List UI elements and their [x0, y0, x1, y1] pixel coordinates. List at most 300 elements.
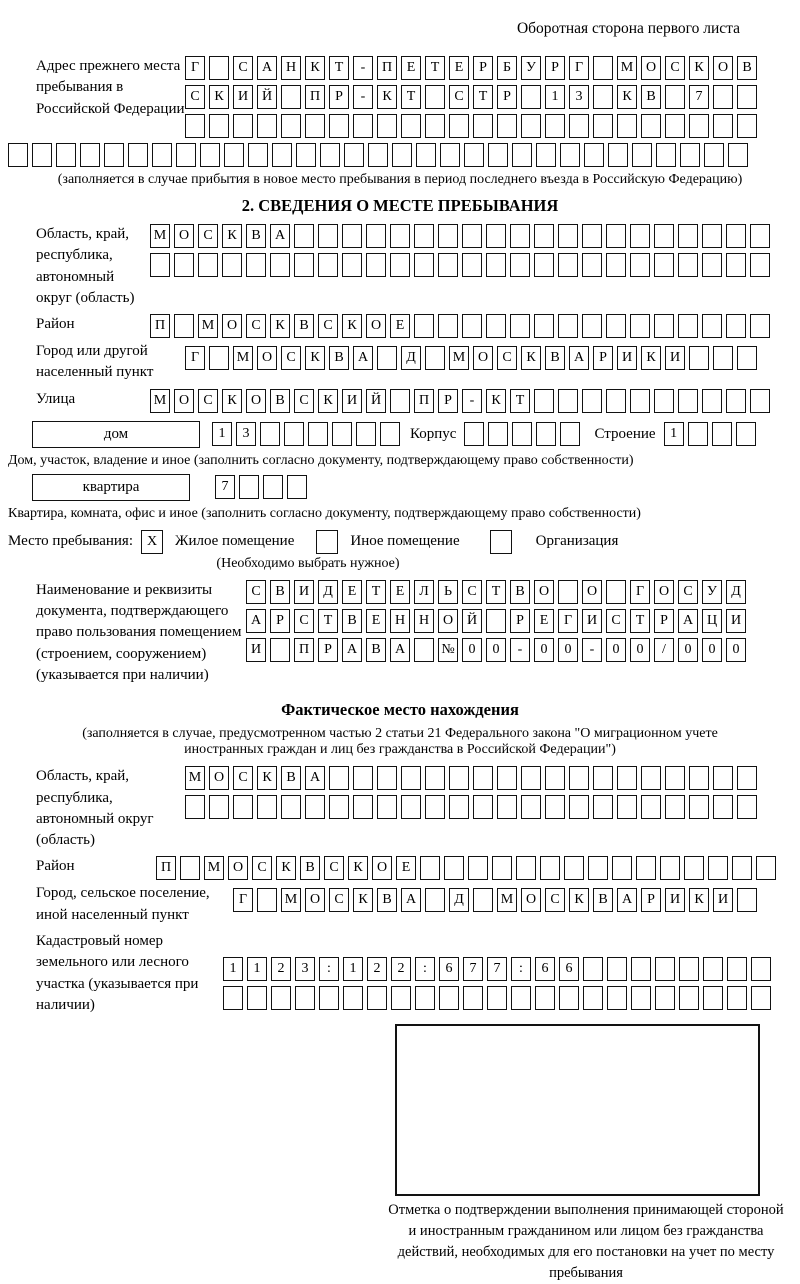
char-cell[interactable]: Е [342, 580, 362, 604]
char-cell[interactable]: К [377, 85, 397, 109]
char-cell[interactable]: О [534, 580, 554, 604]
char-cell[interactable] [343, 986, 363, 1010]
char-cell[interactable] [713, 85, 733, 109]
char-cell[interactable] [425, 114, 445, 138]
char-cell[interactable]: О [366, 314, 386, 338]
char-cell[interactable]: И [233, 85, 253, 109]
char-cell[interactable] [390, 224, 410, 248]
char-cell[interactable]: 0 [486, 638, 506, 662]
char-cell[interactable]: 7 [689, 85, 709, 109]
char-cell[interactable]: В [300, 856, 320, 880]
char-cell[interactable]: С [497, 346, 517, 370]
char-cell[interactable]: В [294, 314, 314, 338]
char-cell[interactable] [444, 856, 464, 880]
char-cell[interactable] [751, 957, 771, 981]
char-cell[interactable]: 1 [212, 422, 232, 446]
char-cell[interactable] [150, 253, 170, 277]
char-cell[interactable] [737, 766, 757, 790]
char-cell[interactable]: С [462, 580, 482, 604]
char-cell[interactable] [521, 114, 541, 138]
char-cell[interactable] [56, 143, 76, 167]
char-cell[interactable] [665, 795, 685, 819]
char-cell[interactable] [545, 795, 565, 819]
char-cell[interactable]: А [353, 346, 373, 370]
char-cell[interactable]: С [678, 580, 698, 604]
char-cell[interactable] [462, 253, 482, 277]
char-cell[interactable]: Р [329, 85, 349, 109]
char-cell[interactable]: М [449, 346, 469, 370]
char-cell[interactable] [583, 957, 603, 981]
char-cell[interactable] [654, 389, 674, 413]
char-cell[interactable] [655, 957, 675, 981]
char-cell[interactable] [558, 314, 578, 338]
char-cell[interactable]: / [654, 638, 674, 662]
char-cell[interactable]: С [329, 888, 349, 912]
char-cell[interactable]: Н [414, 609, 434, 633]
char-cell[interactable] [511, 986, 531, 1010]
char-cell[interactable] [534, 314, 554, 338]
char-cell[interactable] [728, 143, 748, 167]
char-cell[interactable] [630, 224, 650, 248]
char-cell[interactable] [737, 114, 757, 138]
char-cell[interactable] [390, 389, 410, 413]
char-cell[interactable] [224, 143, 244, 167]
char-cell[interactable]: И [342, 389, 362, 413]
char-cell[interactable]: М [281, 888, 301, 912]
char-cell[interactable]: С [281, 346, 301, 370]
char-cell[interactable] [756, 856, 776, 880]
char-cell[interactable] [516, 856, 536, 880]
char-cell[interactable] [593, 85, 613, 109]
char-cell[interactable]: В [342, 609, 362, 633]
char-cell[interactable]: Р [473, 56, 493, 80]
residential-checkbox[interactable]: X [141, 530, 163, 554]
char-cell[interactable] [712, 422, 732, 446]
char-cell[interactable] [569, 114, 589, 138]
char-cell[interactable] [464, 422, 484, 446]
char-cell[interactable] [488, 422, 508, 446]
char-cell[interactable] [366, 224, 386, 248]
char-cell[interactable] [287, 475, 307, 499]
char-cell[interactable] [497, 766, 517, 790]
char-cell[interactable]: 2 [367, 957, 387, 981]
char-cell[interactable]: Е [390, 314, 410, 338]
char-cell[interactable] [582, 253, 602, 277]
char-cell[interactable]: К [348, 856, 368, 880]
char-cell[interactable] [353, 114, 373, 138]
char-cell[interactable] [104, 143, 124, 167]
char-cell[interactable]: Б [497, 56, 517, 80]
char-cell[interactable] [750, 389, 770, 413]
char-cell[interactable]: О [305, 888, 325, 912]
char-cell[interactable] [545, 766, 565, 790]
char-cell[interactable] [510, 314, 530, 338]
char-cell[interactable]: С [449, 85, 469, 109]
char-cell[interactable] [473, 888, 493, 912]
char-cell[interactable] [545, 114, 565, 138]
char-cell[interactable] [751, 986, 771, 1010]
char-cell[interactable] [703, 957, 723, 981]
char-cell[interactable] [486, 314, 506, 338]
char-cell[interactable]: Д [726, 580, 746, 604]
char-cell[interactable] [425, 85, 445, 109]
char-cell[interactable] [270, 638, 290, 662]
char-cell[interactable]: К [257, 766, 277, 790]
char-cell[interactable] [239, 475, 259, 499]
char-cell[interactable]: А [257, 56, 277, 80]
char-cell[interactable]: 3 [569, 85, 589, 109]
char-cell[interactable] [270, 253, 290, 277]
char-cell[interactable] [420, 856, 440, 880]
char-cell[interactable]: Г [233, 888, 253, 912]
char-cell[interactable] [281, 795, 301, 819]
char-cell[interactable] [319, 986, 339, 1010]
char-cell[interactable] [257, 795, 277, 819]
char-cell[interactable]: 0 [678, 638, 698, 662]
char-cell[interactable]: С [233, 56, 253, 80]
char-cell[interactable] [689, 114, 709, 138]
char-cell[interactable] [414, 253, 434, 277]
char-cell[interactable]: Т [473, 85, 493, 109]
char-cell[interactable] [726, 389, 746, 413]
char-cell[interactable] [540, 856, 560, 880]
char-cell[interactable]: В [510, 580, 530, 604]
char-cell[interactable]: Г [630, 580, 650, 604]
char-cell[interactable]: 6 [559, 957, 579, 981]
char-cell[interactable] [704, 143, 724, 167]
char-cell[interactable]: О [521, 888, 541, 912]
char-cell[interactable]: И [617, 346, 637, 370]
char-cell[interactable] [737, 85, 757, 109]
char-cell[interactable] [606, 253, 626, 277]
char-cell[interactable]: С [294, 609, 314, 633]
char-cell[interactable] [176, 143, 196, 167]
char-cell[interactable] [438, 224, 458, 248]
char-cell[interactable]: К [521, 346, 541, 370]
char-cell[interactable]: 6 [439, 957, 459, 981]
char-cell[interactable] [708, 856, 728, 880]
char-cell[interactable] [534, 224, 554, 248]
char-cell[interactable] [512, 422, 532, 446]
char-cell[interactable] [688, 422, 708, 446]
char-cell[interactable]: - [582, 638, 602, 662]
char-cell[interactable] [641, 114, 661, 138]
char-cell[interactable]: О [438, 609, 458, 633]
char-cell[interactable] [439, 986, 459, 1010]
char-cell[interactable] [318, 253, 338, 277]
char-cell[interactable] [713, 114, 733, 138]
char-cell[interactable] [702, 314, 722, 338]
char-cell[interactable] [569, 766, 589, 790]
char-cell[interactable] [512, 143, 532, 167]
char-cell[interactable] [198, 253, 218, 277]
char-cell[interactable]: Д [401, 346, 421, 370]
char-cell[interactable] [209, 114, 229, 138]
char-cell[interactable]: С [324, 856, 344, 880]
char-cell[interactable]: У [521, 56, 541, 80]
char-cell[interactable] [185, 795, 205, 819]
char-cell[interactable]: Р [641, 888, 661, 912]
char-cell[interactable]: К [305, 346, 325, 370]
char-cell[interactable] [209, 795, 229, 819]
char-cell[interactable] [665, 85, 685, 109]
char-cell[interactable] [606, 389, 626, 413]
char-cell[interactable] [689, 795, 709, 819]
char-cell[interactable] [281, 114, 301, 138]
char-cell[interactable]: С [246, 580, 266, 604]
char-cell[interactable] [593, 795, 613, 819]
char-cell[interactable]: К [486, 389, 506, 413]
char-cell[interactable] [486, 609, 506, 633]
char-cell[interactable]: П [150, 314, 170, 338]
char-cell[interactable]: М [204, 856, 224, 880]
char-cell[interactable]: : [415, 957, 435, 981]
char-cell[interactable]: И [246, 638, 266, 662]
char-cell[interactable] [536, 422, 556, 446]
char-cell[interactable] [569, 795, 589, 819]
char-cell[interactable] [560, 143, 580, 167]
char-cell[interactable] [296, 143, 316, 167]
char-cell[interactable]: П [414, 389, 434, 413]
char-cell[interactable] [630, 253, 650, 277]
char-cell[interactable]: Н [390, 609, 410, 633]
char-cell[interactable] [377, 346, 397, 370]
char-cell[interactable]: - [510, 638, 530, 662]
char-cell[interactable]: О [222, 314, 242, 338]
char-cell[interactable] [582, 389, 602, 413]
char-cell[interactable]: В [366, 638, 386, 662]
char-cell[interactable]: В [329, 346, 349, 370]
char-cell[interactable]: В [641, 85, 661, 109]
char-cell[interactable] [632, 143, 652, 167]
char-cell[interactable]: М [617, 56, 637, 80]
char-cell[interactable]: 0 [702, 638, 722, 662]
char-cell[interactable]: А [390, 638, 410, 662]
char-cell[interactable] [560, 422, 580, 446]
char-cell[interactable] [281, 85, 301, 109]
char-cell[interactable] [390, 253, 410, 277]
char-cell[interactable]: О [473, 346, 493, 370]
char-cell[interactable]: К [641, 346, 661, 370]
char-cell[interactable]: Й [366, 389, 386, 413]
char-cell[interactable]: 3 [236, 422, 256, 446]
char-cell[interactable] [617, 114, 637, 138]
char-cell[interactable]: Ь [438, 580, 458, 604]
char-cell[interactable]: С [318, 314, 338, 338]
char-cell[interactable] [564, 856, 584, 880]
char-cell[interactable] [174, 314, 194, 338]
char-cell[interactable] [558, 389, 578, 413]
char-cell[interactable] [473, 114, 493, 138]
char-cell[interactable] [248, 143, 268, 167]
char-cell[interactable]: 0 [558, 638, 578, 662]
char-cell[interactable]: О [228, 856, 248, 880]
char-cell[interactable]: К [276, 856, 296, 880]
char-cell[interactable] [750, 224, 770, 248]
char-cell[interactable]: В [737, 56, 757, 80]
char-cell[interactable]: Д [449, 888, 469, 912]
char-cell[interactable] [689, 766, 709, 790]
char-cell[interactable] [583, 986, 603, 1010]
char-cell[interactable] [414, 224, 434, 248]
char-cell[interactable]: № [438, 638, 458, 662]
char-cell[interactable]: Е [396, 856, 416, 880]
char-cell[interactable] [449, 766, 469, 790]
char-cell[interactable] [606, 314, 626, 338]
char-cell[interactable]: К [270, 314, 290, 338]
char-cell[interactable]: 0 [630, 638, 650, 662]
char-cell[interactable] [678, 314, 698, 338]
char-cell[interactable] [636, 856, 656, 880]
char-cell[interactable] [180, 856, 200, 880]
char-cell[interactable] [702, 389, 722, 413]
char-cell[interactable] [32, 143, 52, 167]
char-cell[interactable]: 3 [295, 957, 315, 981]
char-cell[interactable]: - [462, 389, 482, 413]
char-cell[interactable] [247, 986, 267, 1010]
char-cell[interactable] [606, 224, 626, 248]
char-cell[interactable] [391, 986, 411, 1010]
char-cell[interactable] [678, 224, 698, 248]
char-cell[interactable]: - [353, 85, 373, 109]
char-cell[interactable] [449, 795, 469, 819]
char-cell[interactable] [593, 56, 613, 80]
char-cell[interactable]: 7 [215, 475, 235, 499]
char-cell[interactable] [534, 253, 554, 277]
char-cell[interactable] [305, 114, 325, 138]
char-cell[interactable] [209, 56, 229, 80]
char-cell[interactable]: С [246, 314, 266, 338]
char-cell[interactable] [344, 143, 364, 167]
char-cell[interactable] [332, 422, 352, 446]
char-cell[interactable]: О [246, 389, 266, 413]
char-cell[interactable] [582, 314, 602, 338]
char-cell[interactable] [641, 766, 661, 790]
char-cell[interactable]: О [582, 580, 602, 604]
char-cell[interactable]: К [318, 389, 338, 413]
char-cell[interactable] [449, 114, 469, 138]
char-cell[interactable]: О [713, 56, 733, 80]
char-cell[interactable] [631, 957, 651, 981]
char-cell[interactable]: К [209, 85, 229, 109]
char-cell[interactable] [608, 143, 628, 167]
char-cell[interactable]: К [222, 389, 242, 413]
char-cell[interactable]: 0 [462, 638, 482, 662]
char-cell[interactable] [223, 986, 243, 1010]
char-cell[interactable]: П [305, 85, 325, 109]
char-cell[interactable] [486, 224, 506, 248]
char-cell[interactable]: В [377, 888, 397, 912]
char-cell[interactable] [80, 143, 100, 167]
char-cell[interactable]: О [641, 56, 661, 80]
char-cell[interactable]: 1 [247, 957, 267, 981]
char-cell[interactable] [257, 114, 277, 138]
char-cell[interactable] [726, 253, 746, 277]
char-cell[interactable] [392, 143, 412, 167]
char-cell[interactable]: К [305, 56, 325, 80]
char-cell[interactable]: П [294, 638, 314, 662]
char-cell[interactable]: О [209, 766, 229, 790]
char-cell[interactable]: И [726, 609, 746, 633]
char-cell[interactable]: В [281, 766, 301, 790]
char-cell[interactable]: М [497, 888, 517, 912]
char-cell[interactable] [8, 143, 28, 167]
char-cell[interactable] [294, 253, 314, 277]
char-cell[interactable]: У [702, 580, 722, 604]
char-cell[interactable]: В [593, 888, 613, 912]
char-cell[interactable]: 1 [664, 422, 684, 446]
char-cell[interactable] [284, 422, 304, 446]
char-cell[interactable] [318, 224, 338, 248]
char-cell[interactable]: Г [569, 56, 589, 80]
char-cell[interactable]: Г [185, 346, 205, 370]
char-cell[interactable] [534, 389, 554, 413]
char-cell[interactable]: Е [534, 609, 554, 633]
char-cell[interactable]: К [222, 224, 242, 248]
char-cell[interactable] [260, 422, 280, 446]
char-cell[interactable]: Т [329, 56, 349, 80]
char-cell[interactable]: - [353, 56, 373, 80]
char-cell[interactable] [377, 114, 397, 138]
char-cell[interactable]: С [252, 856, 272, 880]
char-cell[interactable]: А [678, 609, 698, 633]
char-cell[interactable]: О [174, 389, 194, 413]
organization-checkbox[interactable] [490, 530, 512, 554]
char-cell[interactable]: Е [449, 56, 469, 80]
char-cell[interactable] [654, 224, 674, 248]
char-cell[interactable] [521, 766, 541, 790]
char-cell[interactable] [462, 314, 482, 338]
char-cell[interactable] [329, 795, 349, 819]
char-cell[interactable]: Е [401, 56, 421, 80]
char-cell[interactable] [521, 795, 541, 819]
char-cell[interactable]: А [270, 224, 290, 248]
char-cell[interactable]: Р [593, 346, 613, 370]
char-cell[interactable] [308, 422, 328, 446]
char-cell[interactable] [271, 986, 291, 1010]
char-cell[interactable]: Р [545, 56, 565, 80]
char-cell[interactable]: И [713, 888, 733, 912]
char-cell[interactable] [488, 143, 508, 167]
char-cell[interactable]: В [246, 224, 266, 248]
char-cell[interactable] [582, 224, 602, 248]
char-cell[interactable]: К [689, 56, 709, 80]
char-cell[interactable]: И [665, 346, 685, 370]
char-cell[interactable]: К [689, 888, 709, 912]
char-cell[interactable] [617, 766, 637, 790]
char-cell[interactable]: Т [318, 609, 338, 633]
char-cell[interactable]: П [377, 56, 397, 80]
char-cell[interactable] [702, 224, 722, 248]
char-cell[interactable] [497, 114, 517, 138]
char-cell[interactable]: 2 [271, 957, 291, 981]
char-cell[interactable]: А [569, 346, 589, 370]
char-cell[interactable] [464, 143, 484, 167]
char-cell[interactable] [607, 957, 627, 981]
char-cell[interactable] [414, 638, 434, 662]
char-cell[interactable]: А [305, 766, 325, 790]
char-cell[interactable] [329, 766, 349, 790]
char-cell[interactable] [559, 986, 579, 1010]
char-cell[interactable] [703, 986, 723, 1010]
char-cell[interactable] [492, 856, 512, 880]
char-cell[interactable]: К [569, 888, 589, 912]
char-cell[interactable] [200, 143, 220, 167]
char-cell[interactable] [353, 766, 373, 790]
char-cell[interactable] [679, 986, 699, 1010]
char-cell[interactable] [401, 795, 421, 819]
char-cell[interactable] [185, 114, 205, 138]
